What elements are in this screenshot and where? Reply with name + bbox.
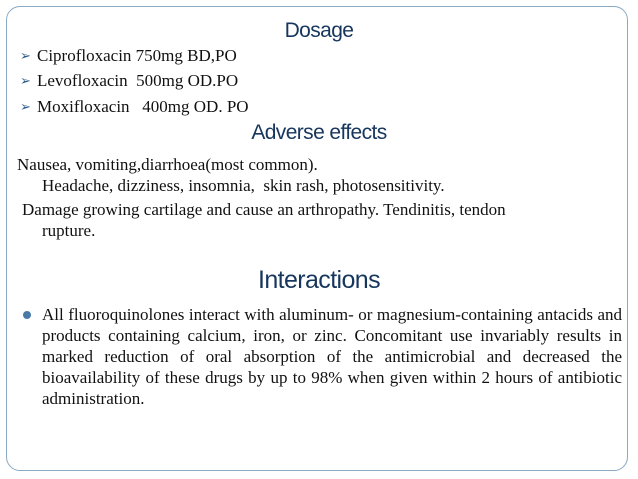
arrow-bullet-icon: ➢ bbox=[20, 49, 31, 64]
round-bullet-icon bbox=[23, 311, 31, 319]
interactions-paragraph: All fluoroquinolones interact with aluminum- or magnesium-containing antacids and products containing calcium, iron, or zinc. Concomitant use invariably results in marked reduction of oral absorption of the antimicrobial and decreased the bioavailability of these drugs by up to 98% when given within 2 hours of antibiotic administration. bbox=[42, 305, 622, 408]
arrow-bullet-icon: ➢ bbox=[20, 74, 31, 89]
dosage-heading: Dosage bbox=[284, 19, 354, 42]
arrow-bullet-icon: ➢ bbox=[20, 100, 31, 115]
dosage-item bbox=[20, 45, 237, 67]
adverse-effects-line: Headache, dizziness, insomnia, skin rash, photosensitivity. bbox=[42, 176, 445, 195]
adverse-effects-line: Damage growing cartilage and cause an arthropathy. Tendinitis, tendon bbox=[22, 200, 506, 219]
interactions-heading: Interactions bbox=[257, 266, 381, 294]
dosage-item-text: Ciprofloxacin 750mg BD,PO bbox=[37, 46, 237, 65]
adverse-effects-heading: Adverse effects bbox=[251, 121, 387, 144]
dosage-item bbox=[20, 96, 249, 118]
dosage-item-text: Levofloxacin 500mg OD.PO bbox=[37, 71, 239, 90]
dosage-item-text: Moxifloxacin 400mg OD. PO bbox=[37, 97, 249, 116]
dosage-item bbox=[20, 70, 238, 92]
adverse-effects-line: Nausea, vomiting,diarrhoea(most common). bbox=[17, 155, 318, 174]
adverse-effects-line: rupture. bbox=[42, 221, 96, 240]
